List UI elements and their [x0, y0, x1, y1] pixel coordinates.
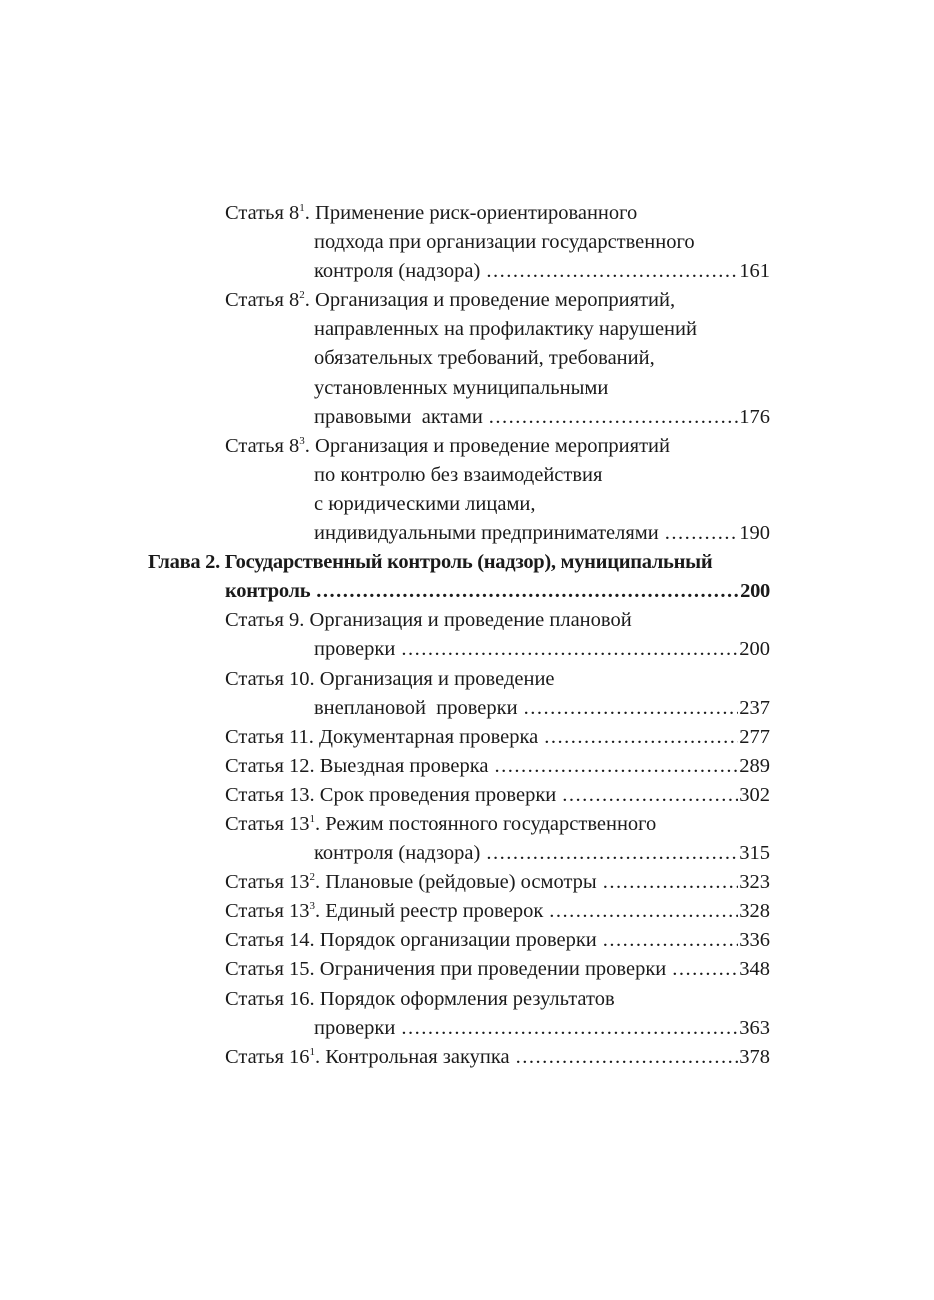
toc-entry-title: правовыми актами — [314, 405, 483, 428]
page-number: 328 — [739, 900, 770, 923]
toc-entry-text — [225, 752, 495, 781]
toc-entry-line — [314, 403, 770, 432]
toc-entry-title: по контролю без взаимодействия — [314, 463, 603, 486]
article-superscript: 2 — [309, 871, 316, 884]
dot-leader — [665, 519, 739, 548]
dot-leader — [401, 635, 738, 664]
toc-entry-text — [225, 988, 615, 1010]
toc-entry-title: подхода при организации государственного — [314, 231, 695, 254]
toc-entry-title: . Контрольная закупка — [315, 1045, 510, 1068]
toc-entry-text — [225, 868, 603, 897]
toc-entry-title: направленных на профилактику нарушений — [314, 318, 697, 341]
dot-leader — [672, 955, 738, 984]
article-superscript: 2 — [299, 289, 305, 302]
toc-entry-text — [314, 694, 524, 723]
toc-entry-line — [225, 1043, 770, 1072]
dot-leader — [489, 403, 738, 432]
article-number: Статья 8 — [225, 434, 300, 457]
toc-entry-line — [314, 344, 770, 373]
toc-article-entry — [0, 1043, 934, 1072]
toc-article-entry — [0, 810, 934, 868]
toc-entry-line — [314, 315, 770, 344]
toc-entry-title: . Организация и проведение мероприятий, — [304, 289, 676, 312]
toc-entry-text — [148, 551, 712, 573]
page-number: 200 — [740, 580, 770, 603]
article-superscript: 3 — [299, 434, 305, 447]
toc-entry-line — [148, 548, 770, 577]
toc-entry-line — [225, 577, 770, 606]
toc-entry-text — [225, 813, 656, 835]
toc-entry-text — [314, 403, 489, 432]
toc-entry-title: . Единый реестр проверок — [315, 900, 544, 923]
toc-article-entry — [0, 665, 934, 723]
toc-entry-title: обязательных требований, требований, — [314, 347, 655, 370]
toc-entry-line — [225, 810, 770, 839]
toc-entry-title: Статья 13. Срок проведения проверки — [225, 783, 557, 806]
toc-entry-text — [225, 897, 549, 926]
toc-entry-title: контроля (надзора) — [314, 260, 481, 283]
toc-entry-text — [225, 289, 675, 311]
toc-entry-title: индивидуальными предпринимателями — [314, 522, 659, 545]
toc-entry-line — [225, 286, 770, 315]
page-number: 348 — [739, 958, 770, 981]
toc-entry-title: . Применение риск-ориентированного — [304, 202, 638, 224]
article-number: Статья 13 — [225, 900, 310, 923]
toc-entry-title: . Плановые (рейдовые) осмотры — [315, 871, 597, 894]
dot-leader — [486, 839, 738, 868]
toc-entry-text — [225, 609, 632, 631]
toc-entry-title: проверки — [314, 1016, 396, 1039]
toc-article-entry — [0, 926, 934, 955]
toc-entry-text — [314, 464, 602, 486]
toc-entry-text — [314, 1014, 401, 1043]
toc-entry-line — [225, 432, 770, 461]
toc-entry-text — [314, 519, 665, 548]
toc-entry-title: внеплановой проверки — [314, 696, 518, 719]
toc-entry-title: Статья 14. Порядок организации проверки — [225, 929, 597, 952]
article-superscript: 1 — [309, 812, 316, 825]
dot-leader — [524, 694, 739, 723]
toc-article-entry — [0, 199, 934, 286]
toc-entry-line — [225, 955, 770, 984]
toc-entry-text — [225, 1043, 516, 1072]
toc-entry-title: . Организация и проведение мероприятий — [304, 434, 670, 457]
toc-entry-line — [314, 461, 770, 490]
toc-entry-text — [314, 318, 697, 340]
toc-entry-title: Статья 15. Ограничения при проведении проверки — [225, 958, 667, 981]
toc-entry-line — [225, 985, 770, 1014]
toc-entry-line — [314, 694, 770, 723]
dot-leader — [544, 723, 738, 752]
toc-entry-title: . Режим постоянного государственного — [315, 812, 657, 835]
toc-entry-line — [225, 781, 770, 810]
toc-entry-text — [225, 577, 316, 606]
toc-entry-line — [225, 868, 770, 897]
toc-article-entry — [0, 985, 934, 1043]
article-superscript: 1 — [299, 202, 305, 214]
dot-leader — [316, 577, 739, 606]
toc-entry-line — [314, 374, 770, 403]
article-number: Статья 8 — [225, 202, 300, 224]
page-number: 289 — [739, 754, 770, 777]
toc-entry-line — [225, 926, 770, 955]
dot-leader — [603, 926, 738, 955]
toc-entry-text — [225, 435, 670, 457]
article-number: Статья 13 — [225, 812, 310, 835]
toc-entry-title: Статья 10. Организация и проведение — [225, 667, 555, 690]
toc-entry-title: Статья 16. Порядок оформления результатов — [225, 987, 615, 1010]
toc-entry-line — [225, 606, 770, 635]
toc-entry-text — [225, 955, 672, 984]
toc-entry-text — [314, 377, 608, 399]
toc-entry-line — [314, 228, 770, 257]
toc-entry-line — [314, 519, 770, 548]
toc-entry-line — [225, 897, 770, 926]
toc-entry-line — [314, 839, 770, 868]
toc-entry-line — [225, 665, 770, 694]
article-superscript: 3 — [309, 900, 316, 913]
dot-leader — [603, 868, 739, 897]
toc-entry-line — [314, 635, 770, 664]
dot-leader — [495, 752, 739, 781]
toc-entry-line — [225, 752, 770, 781]
page-number: 161 — [739, 260, 770, 283]
toc-entry-line — [314, 490, 770, 519]
toc-article-entry — [0, 606, 934, 664]
toc-entry-title: Статья 12. Выездная проверка — [225, 754, 489, 777]
toc-article-entry — [0, 868, 934, 897]
toc-entry-title: с юридическими лицами, — [314, 492, 536, 515]
toc-entry-line — [314, 257, 770, 286]
toc-entry-text — [314, 347, 655, 369]
toc-entry-title: контроль — [225, 580, 311, 603]
dot-leader — [516, 1043, 739, 1072]
page-number: 363 — [739, 1016, 770, 1039]
toc-article-entry — [0, 955, 934, 984]
toc-article-entry — [0, 286, 934, 431]
page-number: 378 — [739, 1045, 770, 1068]
dot-leader — [401, 1014, 738, 1043]
article-number: Статья 8 — [225, 289, 300, 312]
toc-entry-text — [225, 668, 555, 690]
page-number: 237 — [739, 696, 770, 719]
dot-leader — [562, 781, 738, 810]
toc-article-entry — [0, 752, 934, 781]
page-number: 302 — [739, 783, 770, 806]
toc-entry-text — [225, 781, 562, 810]
toc-entry-line — [314, 1014, 770, 1043]
page-number: 323 — [739, 871, 770, 894]
table-of-contents — [0, 199, 934, 1072]
toc-entry-title: проверки — [314, 638, 396, 661]
toc-entry-line — [225, 723, 770, 752]
toc-entry-title: Глава 2. Государственный контроль (надзор), муниципальный — [148, 551, 713, 574]
toc-entry-title: контроля (надзора) — [314, 842, 481, 865]
page-number: 190 — [739, 522, 770, 545]
article-superscript: 1 — [309, 1045, 316, 1058]
toc-entry-text — [314, 839, 486, 868]
toc-article-entry — [0, 781, 934, 810]
page-number: 315 — [739, 842, 770, 865]
toc-article-entry — [0, 897, 934, 926]
toc-entry-text — [225, 723, 544, 752]
toc-chapter-entry — [0, 548, 934, 606]
toc-entry-title: установленных муниципальными — [314, 376, 609, 399]
toc-article-entry — [0, 723, 934, 752]
toc-entry-text — [314, 231, 695, 253]
toc-entry-text — [314, 635, 401, 664]
page-number: 336 — [739, 929, 770, 952]
page-number: 200 — [739, 638, 770, 661]
page-number: 277 — [739, 725, 770, 748]
toc-entry-text — [225, 926, 603, 955]
toc-entry-title: Статья 11. Документарная проверка — [225, 725, 539, 748]
dot-leader — [549, 897, 738, 926]
toc-entry-line — [225, 199, 770, 228]
article-number: Статья 16 — [225, 1045, 310, 1068]
toc-entry-title: Статья 9. Организация и проведение плановой — [225, 609, 632, 632]
toc-entry-text — [314, 257, 486, 286]
dot-leader — [486, 257, 738, 286]
toc-entry-text — [314, 493, 536, 515]
toc-article-entry — [0, 432, 934, 548]
toc-entry-text — [225, 202, 637, 224]
article-number: Статья 13 — [225, 871, 310, 894]
page-number: 176 — [739, 405, 770, 428]
